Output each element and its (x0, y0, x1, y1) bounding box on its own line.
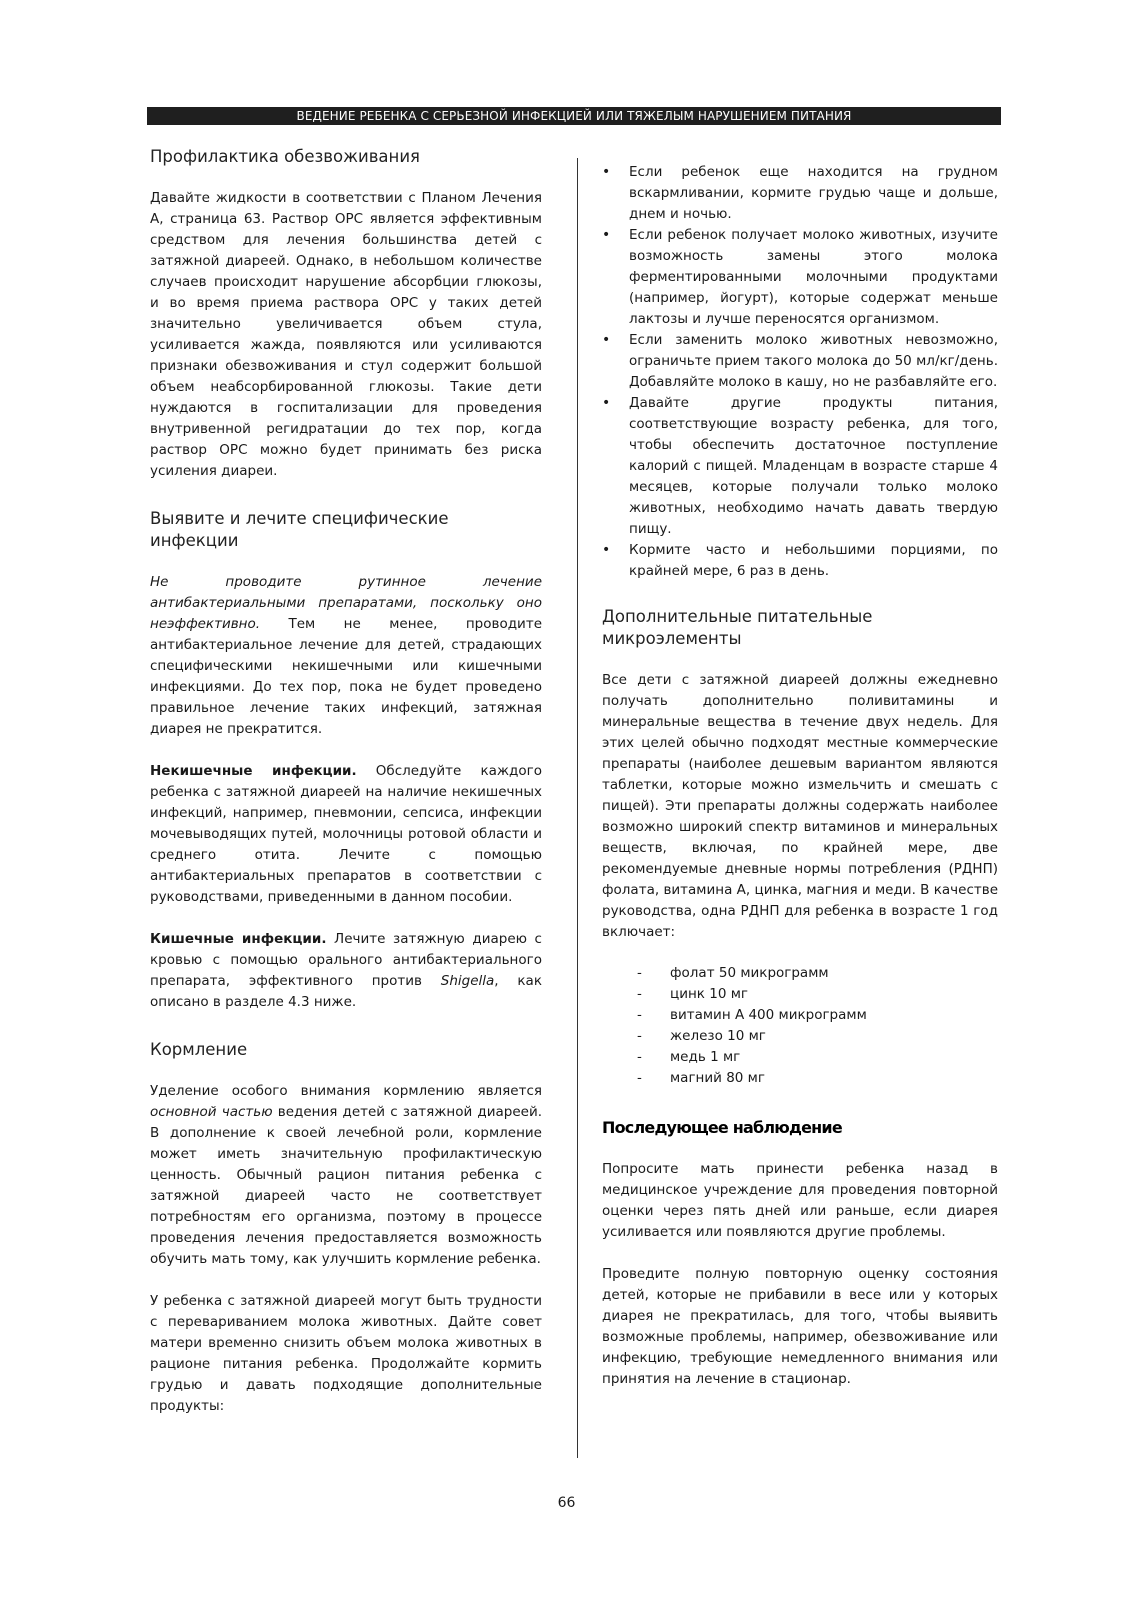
running-header: ВЕДЕНИЕ РЕБЕНКА С СЕРЬЕЗНОЙ ИНФЕКЦИЕЙ ИЛИ ТЯЖЕЛЫМ НАРУШЕНИЕМ ПИТАНИЯ (147, 107, 1001, 125)
list-item: - магний 80 мг (602, 1068, 998, 1089)
paragraph-text: Уделение особого внимания кормлению является (150, 1083, 542, 1099)
page-number: 66 (557, 1495, 576, 1511)
paragraph-feeding-importance (150, 1081, 542, 1270)
section-title-dehydration: Профилактика обезвоживания (150, 147, 420, 166)
paragraph-followup-reassess: Проведите полную повторную оценку состояния детей, которые не прибавили в весе или у которых диарея не прекратилась, для того, чтобы выявить возможные проблемы, например, обезвоживание или инфекцию, требующие немедленного внимания или принятия на лечение в стационар. (602, 1266, 998, 1387)
paragraph-text: Тем не менее, проводите антибактериальное лечение для детей, страдающих специфическими некишечными или кишечными инфекциями. До тех пор, пока не будет проведено правильное лечение таких инфекций, затяжная диарея не прекратится. (150, 616, 542, 737)
paragraph-followup-return: Попросите мать принести ребенка назад в медицинское учреждение для проведения повторной оценки через пять дней или раньше, если диарея усиливается или появляются другие проблемы. (602, 1161, 998, 1240)
nutrient-list (602, 963, 998, 1089)
list-item: - фолат 50 микрограмм (602, 963, 998, 984)
list-item: - медь 1 мг (602, 1047, 998, 1068)
italic-main-part: основной частью (150, 1104, 273, 1120)
paragraph-no-routine-antibiotics (150, 572, 542, 740)
list-item: • Если ребенок еще находится на грудном вскармливании, кормите грудью чаще и дольше, днем и ночью. (602, 162, 998, 225)
section-title-infections: Выявите и лечите специфические инфекции (150, 509, 449, 550)
italic-warning: Не проводите рутинное лечение антибактериальными препаратами, поскольку оно неэффективно. (150, 574, 542, 632)
paragraph-dehydration: Давайте жидкости в соответствии с Планом Лечения А, страница 63. Раствор ОРС является эффективным средством для лечения большинства детей с затяжной диареей. Однако, в небольшом количестве случаев происходит нарушение абсорбции глюкозы, и во время приема раствора ОРС у таких детей значительно увеличивается объем стула, усиливается жажда, появляются или усиливаются признаки обезвоживания и стул содержит большой объем неабсорбированной глюкозы. Такие дети нуждаются в госпитализации для проведения внутривенной регидратации до тех пор, когда раствор ОРС можно будет принимать без риска усиления диареи. (150, 190, 542, 479)
paragraph-text: ведения детей с затяжной диареей. В дополнение к своей лечебной роли, кормление может иметь значительную профилактическую ценность. Обычный рацион питания ребенка с затяжной диареей часто не соответствует потребностям его организма, поэтому в процессе проведения лечения предоставляется возможность обучить мать тому, как улучшить кормление ребенка. (150, 1104, 543, 1267)
section-title-feeding: Кормление (150, 1040, 248, 1059)
list-item: - витамин А 400 микрограмм (602, 1005, 998, 1026)
section-title-followup: Последующее наблюдение (602, 1118, 842, 1137)
paragraph-intestinal (150, 929, 542, 1013)
paragraph-non-intestinal (150, 761, 542, 908)
bold-lead-non-intestinal: Некишечные инфекции. (150, 763, 357, 779)
list-item: - железо 10 мг (602, 1026, 998, 1047)
list-item: • Если заменить молоко животных невозможно, ограничьте прием такого молока до 50 мл/кг/день. Добавляйте молоко в кашу, но не разбавляйте его. (602, 330, 998, 393)
paragraph-text: , как описано в разделе 4.3 ниже. (150, 973, 542, 1010)
bold-lead-intestinal: Кишечные инфекции. (150, 931, 327, 947)
list-item: • Кормите часто и небольшими порциями, по крайней мере, 6 раз в день. (602, 540, 998, 582)
list-item: - цинк 10 мг (602, 984, 998, 1005)
paragraph-animal-milk: У ребенка с затяжной диареей могут быть трудности с перевариванием молока животных. Дайте совет матери временно снизить объем молока животных в рационе питания ребенка. Продолжайте кормить грудью и давать подходящие дополнительные продукты: (150, 1293, 542, 1414)
list-item: • Давайте другие продукты питания, соответствующие возрасту ребенка, для того, чтобы обеспечить достаточное поступление калорий с пищей. Младенцам в возрасте старше 4 месяцев, которые получали только молоко животных, необходимо начать давать твердую пищу. (602, 393, 998, 540)
paragraph-micronutrients: Все дети с затяжной диареей должны ежедневно получать дополнительно поливитамины и минеральные вещества в течение двух недель. Для этих целей обычно подходят местные коммерческие препараты (наиболее дешевым вариантом являются таблетки, которые можно измельчить и смешать с пищей). Эти препараты должны содержать наиболее возможно широкий спектр витаминов и минеральных веществ, включая, по крайней мере, две рекомендуемые дневные нормы потребления (РДНП) фолата, витамина А, цинка, магния и меди. В качестве руководства, одна РДНП для ребенка в возрасте 1 год включает: (602, 672, 998, 940)
italic-shigella: Shigella (440, 973, 495, 989)
paragraph-text: Лечите затяжную диарею с кровью с помощью орального антибактериального препарата, эффективного против (150, 931, 542, 989)
right-column (602, 162, 998, 1390)
feeding-bullet-list (602, 162, 998, 582)
section-title-micronutrients: Дополнительные питательные микроэлементы (602, 607, 873, 648)
list-item: • Если ребенок получает молоко животных, изучите возможность замены этого молока ферментированными молочными продуктами (например, йогурт), которые содержат меньше лактозы и лучше переносятся организмом. (602, 225, 998, 330)
column-divider (577, 158, 578, 1458)
paragraph-text: Обследуйте каждого ребенка с затяжной диареей на наличие некишечных инфекций, например, пневмонии, сепсиса, инфекции мочевыводящих путей, молочницы ротовой области и среднего отита. Лечите с помощью антибактериальных препаратов в соответствии с руководствами, приведенными в данном пособии. (150, 763, 542, 905)
left-column (150, 140, 542, 1417)
